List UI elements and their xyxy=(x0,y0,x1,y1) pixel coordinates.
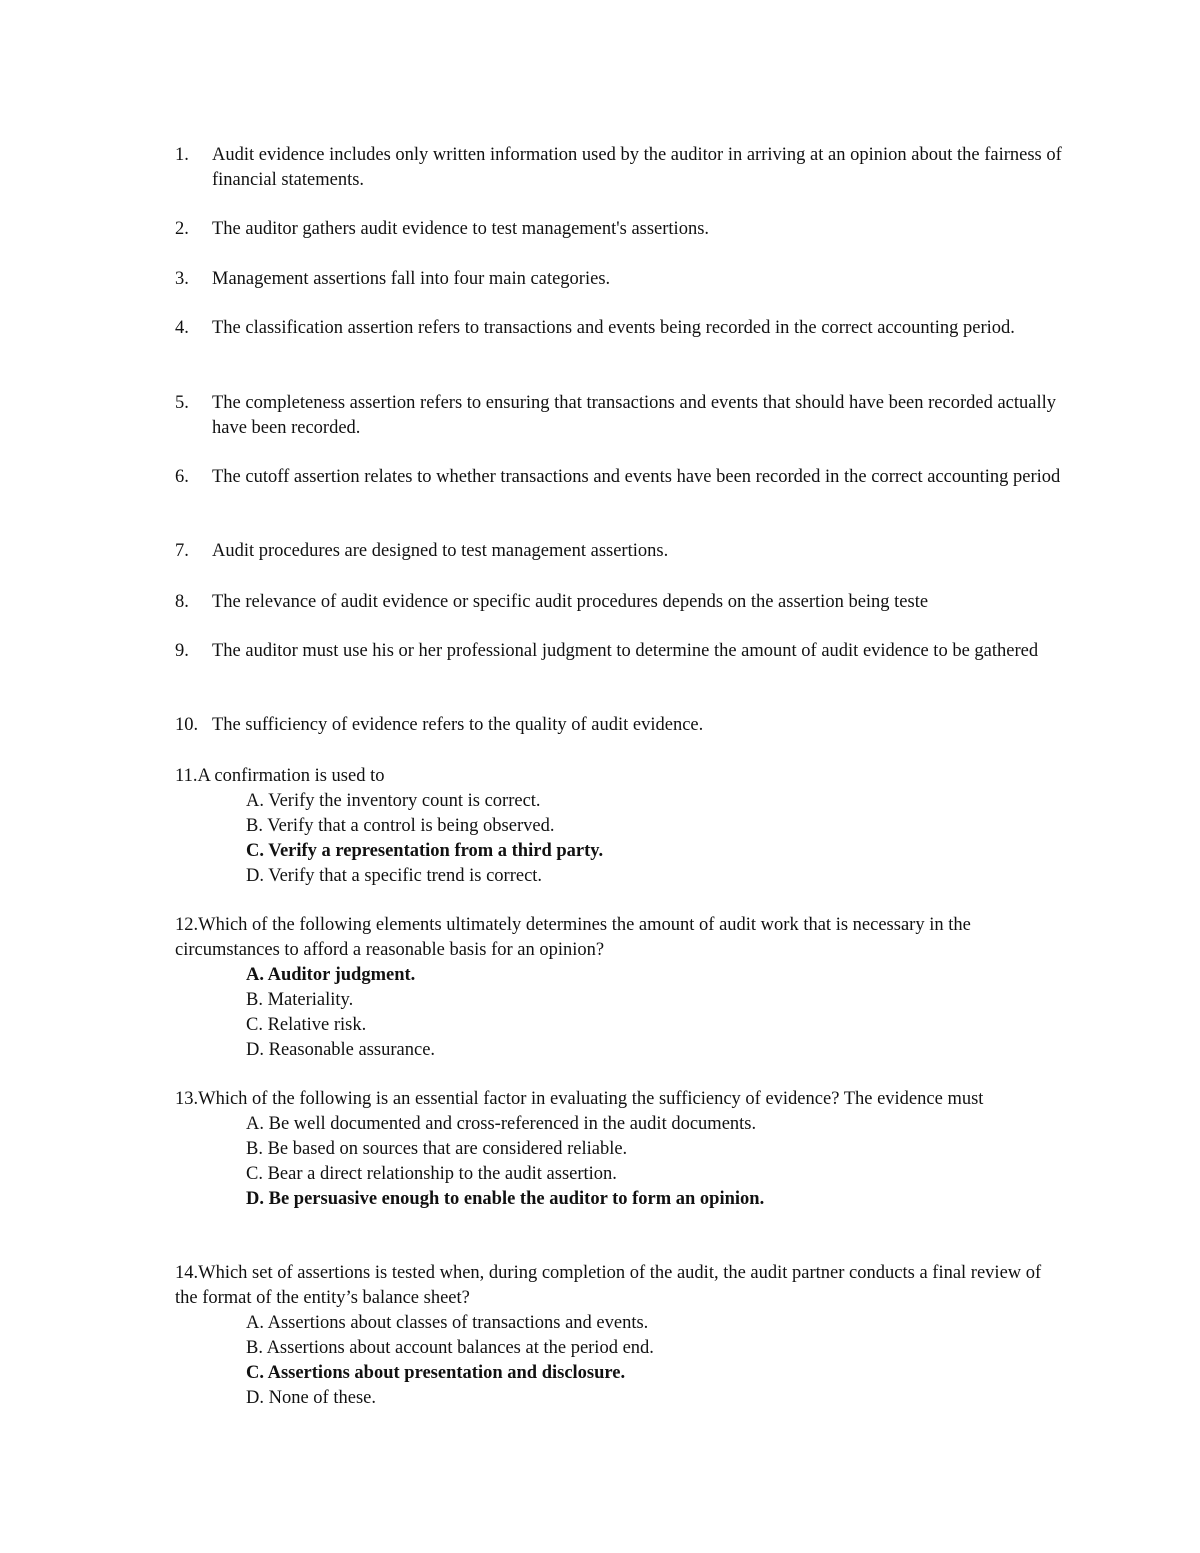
statement-number: 1. xyxy=(175,145,189,165)
statement-number: 5. xyxy=(175,393,189,413)
option-d: D. Verify that a specific trend is correct. xyxy=(246,866,543,886)
statement-10 xyxy=(175,713,1075,738)
statement-number: 3. xyxy=(175,269,189,289)
statement-text: The auditor gathers audit evidence to test management's assertions. xyxy=(212,219,710,239)
statement-text: The completeness assertion refers to ensuring that transactions and events that should have been recorded actually have been recorded. xyxy=(212,393,1057,438)
question-12 xyxy=(175,913,1065,1063)
option-b: B. Verify that a control is being observed. xyxy=(246,816,555,836)
option-c: C. Bear a direct relationship to the audit assertion. xyxy=(246,1164,617,1184)
option-c-correct-answer: C. Assertions about presentation and disclosure. xyxy=(246,1363,626,1383)
statement-text: The relevance of audit evidence or specific audit procedures depends on the assertion being teste xyxy=(212,592,929,612)
statement-9 xyxy=(175,639,1075,664)
statement-number: 9. xyxy=(175,641,189,661)
question-text: 14.Which set of assertions is tested when, during completion of the audit, the audit partner conducts a final review of the format of the entity’s balance sheet? xyxy=(175,1263,1042,1308)
option-d-correct-answer: D. Be persuasive enough to enable the auditor to form an opinion. xyxy=(246,1189,765,1209)
option-c: C. Relative risk. xyxy=(246,1015,367,1035)
question-text: 13.Which of the following is an essential factor in evaluating the sufficiency of evidence? The evidence must xyxy=(175,1089,984,1109)
statement-number: 10. xyxy=(175,715,199,735)
statement-7 xyxy=(175,539,1075,564)
option-d: D. None of these. xyxy=(246,1388,376,1408)
option-b: B. Assertions about account balances at the period end. xyxy=(246,1338,654,1358)
statement-3 xyxy=(175,267,1075,292)
option-a: A. Be well documented and cross-referenced in the audit documents. xyxy=(246,1114,757,1134)
statement-8 xyxy=(175,590,1075,615)
statement-text: The sufficiency of evidence refers to the quality of audit evidence. xyxy=(212,715,704,735)
statement-number: 8. xyxy=(175,592,189,612)
option-c-correct-answer: C. Verify a representation from a third party. xyxy=(246,841,604,861)
question-13 xyxy=(175,1087,1065,1212)
option-a: A. Assertions about classes of transactions and events. xyxy=(246,1313,649,1333)
option-b: B. Materiality. xyxy=(246,990,354,1010)
option-a: A. Verify the inventory count is correct. xyxy=(246,791,541,811)
statement-number: 4. xyxy=(175,318,189,338)
question-14 xyxy=(175,1261,1065,1411)
option-d: D. Reasonable assurance. xyxy=(246,1040,436,1060)
statement-1 xyxy=(175,143,1075,193)
statement-text: The cutoff assertion relates to whether transactions and events have been recorded in the correct accounting period xyxy=(212,467,1061,487)
option-a-correct-answer: A. Auditor judgment. xyxy=(246,965,416,985)
statement-number: 2. xyxy=(175,219,189,239)
statement-text: The auditor must use his or her professional judgment to determine the amount of audit evidence to be gathered xyxy=(212,641,1039,661)
statement-number: 6. xyxy=(175,467,189,487)
statement-text: The classification assertion refers to transactions and events being recorded in the correct accounting period. xyxy=(212,318,1015,338)
statement-4 xyxy=(175,316,1075,341)
question-11 xyxy=(175,764,1065,889)
statement-text: Management assertions fall into four main categories. xyxy=(212,269,611,289)
statement-text: Audit procedures are designed to test management assertions. xyxy=(212,541,669,561)
statement-6 xyxy=(175,465,1075,490)
question-text: 12.Which of the following elements ultimately determines the amount of audit work that is necessary in the circumstances to afford a reasonable basis for an opinion? xyxy=(175,915,971,960)
question-text: 11.A confirmation is used to xyxy=(175,766,385,786)
statement-5 xyxy=(175,391,1075,441)
option-b: B. Be based on sources that are considered reliable. xyxy=(246,1139,628,1159)
statement-2 xyxy=(175,217,1075,242)
statement-text: Audit evidence includes only written information used by the auditor in arriving at an opinion about the fairness of financial statements. xyxy=(212,145,1062,190)
statement-number: 7. xyxy=(175,541,189,561)
